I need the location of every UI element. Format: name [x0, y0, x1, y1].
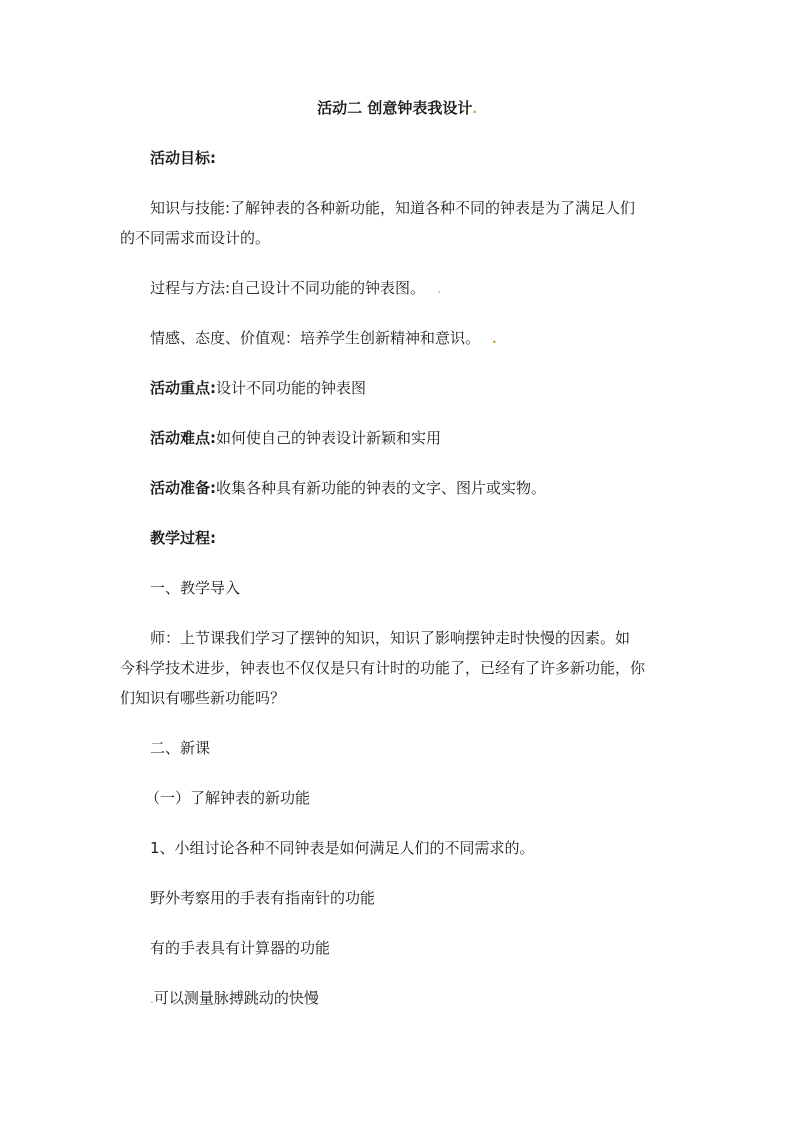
- format-mark: .: [437, 282, 441, 296]
- format-mark: .: [492, 332, 497, 346]
- process-method-line: [150, 278, 710, 299]
- emotion-line: [150, 328, 710, 349]
- difficulty-label: 活动难点:: [150, 429, 216, 447]
- difficulty-text: 如何使自己的钟表设计新颖和实用: [216, 429, 442, 447]
- objectives-heading: 活动目标:: [150, 149, 216, 167]
- intro-line-2: 今科学技术进步，钟表也不仅仅是只有计时的功能了，已经有了许多新功能，你: [120, 659, 646, 677]
- key-point-line: [150, 378, 710, 398]
- preparation-label: 活动准备:: [150, 479, 216, 497]
- knowledge-line-1: 知识与技能:了解钟表的各种新功能，知道各种不同的钟表是为了满足人们: [150, 199, 636, 217]
- example-3: 可以测量脉搏跳动的快慢: [153, 989, 319, 1007]
- preparation-text: 收集各种具有新功能的钟表的文字、图片或实物。: [216, 479, 547, 497]
- key-point-text: 设计不同功能的钟表图: [216, 379, 367, 397]
- subsection-1-heading: （一）了解钟表的新功能: [145, 789, 311, 807]
- emotion-text: 情感、态度、价值观：培养学生创新精神和意识。: [150, 329, 481, 347]
- key-point-label: 活动重点:: [150, 379, 216, 397]
- page-title: [0, 98, 794, 119]
- section-2-heading: 二、新课: [150, 739, 211, 757]
- intro-line-3: 们知识有哪些新功能吗？: [120, 689, 286, 707]
- intro-line-1: 师：上节课我们学习了摆钟的知识，知识了影响摆钟走时快慢的因素。如: [150, 629, 631, 647]
- page-title-text: 活动二 创意钟表我设计: [317, 99, 473, 117]
- item-1: 1、小组讨论各种不同钟表是如何满足人们的不同需求的。: [150, 839, 535, 857]
- example-2: 有的手表具有计算器的功能: [150, 939, 331, 957]
- example-3-line: [150, 988, 710, 1009]
- difficulty-line: [150, 428, 710, 448]
- preparation-line: [150, 478, 710, 498]
- example-1: 野外考察用的手表有指南针的功能: [150, 889, 376, 907]
- process-heading: 教学过程:: [150, 529, 216, 547]
- format-mark: .: [472, 102, 477, 116]
- process-method-text: 过程与方法:自己设计不同功能的钟表图。: [150, 279, 426, 297]
- knowledge-line-2: 的不同需求而设计的。: [120, 229, 271, 247]
- format-mark: .: [150, 992, 154, 1006]
- section-1-heading: 一、教学导入: [150, 579, 241, 597]
